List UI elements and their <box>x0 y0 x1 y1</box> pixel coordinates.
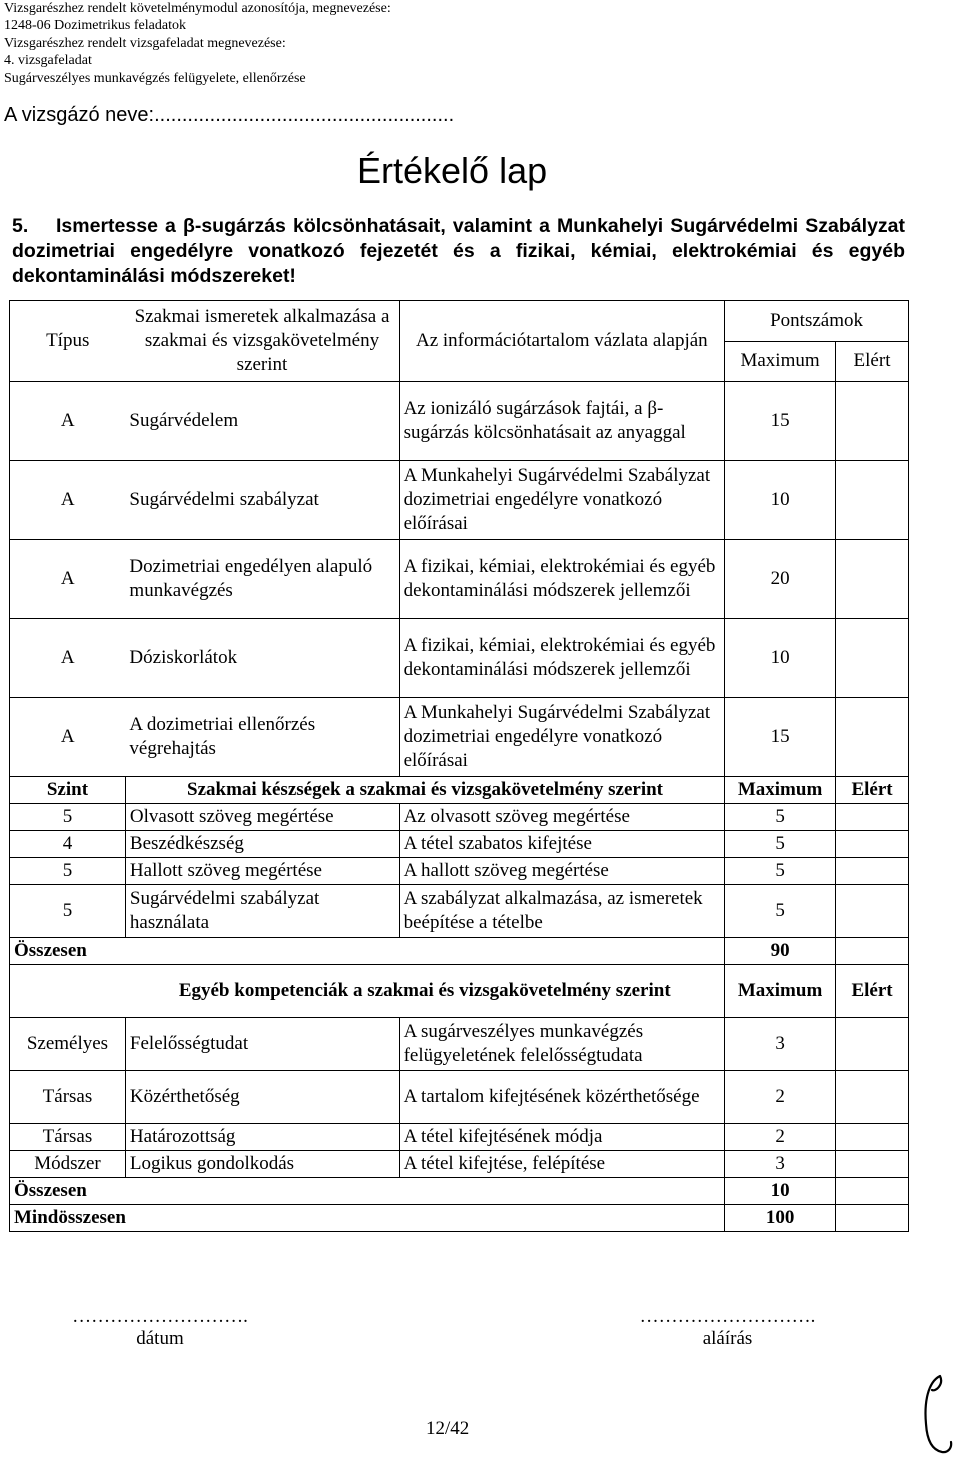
row-achieved-cell[interactable] <box>836 1018 909 1071</box>
row-max: 10 <box>725 619 836 698</box>
row-achieved-cell[interactable] <box>836 831 909 858</box>
row-max: 3 <box>725 1018 836 1071</box>
row-content: A tétel szabatos kifejtése <box>399 831 725 858</box>
table-row <box>10 382 909 461</box>
row-achieved-cell[interactable] <box>836 858 909 885</box>
subtotal-row <box>10 1178 909 1205</box>
row-achieved-cell[interactable] <box>836 619 909 698</box>
subtotal-row <box>10 938 909 965</box>
row-content: A fizikai, kémiai, elektrokémiai és egyéb dekontaminálási módszerek jellemzői <box>399 619 725 698</box>
header-line: Vizsgarészhez rendelt vizsgafeladat megnevezése: <box>4 35 286 51</box>
table-row <box>10 1124 909 1151</box>
row-type: A <box>10 540 126 619</box>
row-skill: Logikus gondolkodás <box>125 1151 399 1178</box>
row-content: Az ionizáló sugárzások fajtái, a β-sugárzás kölcsönhatásait az anyaggal <box>399 382 725 461</box>
row-max: 5 <box>725 804 836 831</box>
row-content: A tartalom kifejtésének közérthetősége <box>399 1071 725 1124</box>
row-skill: Olvasott szöveg megértése <box>125 804 399 831</box>
subtotal-label: Összesen <box>10 938 725 965</box>
subtotal-label: Összesen <box>10 1178 725 1205</box>
signature-dots: ………………………. <box>639 1306 816 1327</box>
header-line: 1248-06 Dozimetrikus feladatok <box>4 18 186 34</box>
row-max: 2 <box>725 1071 836 1124</box>
handwritten-signature-icon <box>918 1372 956 1456</box>
row-achieved-cell[interactable] <box>836 698 909 777</box>
row-content: A hallott szöveg megértése <box>399 858 725 885</box>
row-max: 5 <box>725 885 836 938</box>
table-row <box>10 1151 909 1178</box>
col-header-level: Szint <box>10 777 126 804</box>
signature-label: aláírás <box>702 1328 753 1349</box>
row-achieved-cell[interactable] <box>836 540 909 619</box>
row-max: 15 <box>725 382 836 461</box>
col-header-points: Pontszámok <box>725 301 909 342</box>
header-line: Sugárveszélyes munkavégzés felügyelete, ellenőrzése <box>4 70 306 86</box>
row-content: A szabályzat alkalmazása, az ismeretek beépítése a tételbe <box>399 885 725 938</box>
col-header-max: Maximum <box>725 777 836 804</box>
grand-total-label: Mindösszesen <box>10 1205 725 1232</box>
table-row <box>10 858 909 885</box>
task-statement <box>12 214 905 289</box>
competencies-header-row <box>10 965 909 1018</box>
col-header-achieved: Elért <box>836 777 909 804</box>
table-row <box>10 698 909 777</box>
row-achieved-cell[interactable] <box>836 461 909 540</box>
row-max: 3 <box>725 1151 836 1178</box>
task-text: Ismertesse a β-sugárzás kölcsönhatásait, valamint a Munkahelyi Sugárvédelmi Szabályzat dozimetriai engedélyre vonatkozó fejezetét és a fizikai, kémiai, elektrokémiai és egyéb dekontaminálási módszereket! <box>12 215 905 287</box>
page-number: 12/42 <box>426 1418 470 1439</box>
table-row <box>10 540 909 619</box>
header-line: 4. vizsgafeladat <box>4 53 92 69</box>
table-row <box>10 885 909 938</box>
row-achieved-cell[interactable] <box>836 804 909 831</box>
row-type: Módszer <box>10 1151 126 1178</box>
row-skill: Beszédkészség <box>125 831 399 858</box>
grand-total-row <box>10 1205 909 1232</box>
row-content: A sugárveszélyes munkavégzés felügyeletének felelősségtudata <box>399 1018 725 1071</box>
table-row <box>10 461 909 540</box>
date-field <box>60 1306 260 1350</box>
row-max: 20 <box>725 540 836 619</box>
table-row <box>10 1071 909 1124</box>
row-max: 10 <box>725 461 836 540</box>
col-header-achieved: Elért <box>836 965 909 1018</box>
skills-header-row <box>10 777 909 804</box>
col-header-max: Maximum <box>725 341 836 382</box>
row-skill: Határozottság <box>125 1124 399 1151</box>
skills-section-title: Szakmai készségek a szakmai és vizsgakövetelmény szerint <box>125 777 724 804</box>
row-type: A <box>10 461 126 540</box>
row-level: 5 <box>10 804 126 831</box>
row-max: 5 <box>725 831 836 858</box>
header-line: Vizsgarészhez rendelt követelménymodul azonosítója, megnevezése: <box>4 1 391 16</box>
row-skill: Sugárvédelem <box>125 382 399 461</box>
col-header-max: Maximum <box>725 965 836 1018</box>
examinee-name-line: A vizsgázó neve:...................................................... <box>4 104 455 126</box>
grand-total-achieved-cell[interactable] <box>836 1205 909 1232</box>
row-skill: Felelősségtudat <box>125 1018 399 1071</box>
row-achieved-cell[interactable] <box>836 1124 909 1151</box>
subtotal-value: 10 <box>725 1178 836 1205</box>
subtotal-value: 90 <box>725 938 836 965</box>
row-skill: Közérthetőség <box>125 1071 399 1124</box>
row-max: 15 <box>725 698 836 777</box>
row-type: A <box>10 382 126 461</box>
signature-field <box>600 1306 855 1350</box>
row-type: A <box>10 619 126 698</box>
row-type: Társas <box>10 1071 126 1124</box>
row-content: A tétel kifejtésének módja <box>399 1124 725 1151</box>
date-dots: ………………………. <box>72 1306 248 1327</box>
row-skill: A dozimetriai ellenőrzés végrehajtás <box>125 698 399 777</box>
task-number: 5. <box>12 215 29 237</box>
row-achieved-cell[interactable] <box>836 1151 909 1178</box>
row-achieved-cell[interactable] <box>836 382 909 461</box>
col-header-type: Típus <box>10 301 126 382</box>
row-level: 5 <box>10 858 126 885</box>
row-type: Személyes <box>10 1018 126 1071</box>
col-header-knowledge: Szakmai ismeretek alkalmazása a szakmai és vizsgakövetelmény szerint <box>125 301 399 382</box>
evaluation-table <box>9 300 909 1232</box>
row-skill: Hallott szöveg megértése <box>125 858 399 885</box>
row-max: 5 <box>725 858 836 885</box>
row-content: A Munkahelyi Sugárvédelmi Szabályzat dozimetriai engedélyre vonatkozó előírásai <box>399 698 725 777</box>
row-achieved-cell[interactable] <box>836 1071 909 1124</box>
row-content: A Munkahelyi Sugárvédelmi Szabályzat dozimetriai engedélyre vonatkozó előírásai <box>399 461 725 540</box>
row-skill: Dóziskorlátok <box>125 619 399 698</box>
grand-total-value: 100 <box>725 1205 836 1232</box>
table-row <box>10 619 909 698</box>
subtotal-achieved-cell[interactable] <box>836 938 909 965</box>
date-label: dátum <box>136 1328 184 1349</box>
row-achieved-cell[interactable] <box>836 885 909 938</box>
row-level: 4 <box>10 831 126 858</box>
table-row <box>10 831 909 858</box>
subtotal-achieved-cell[interactable] <box>836 1178 909 1205</box>
col-header-outline: Az információtartalom vázlata alapján <box>399 301 725 382</box>
page-title: Értékelő lap <box>357 150 548 191</box>
row-type: A <box>10 698 126 777</box>
table-row <box>10 804 909 831</box>
row-level: 5 <box>10 885 126 938</box>
document-header <box>4 0 391 87</box>
row-skill: Sugárvédelmi szabályzat <box>125 461 399 540</box>
row-content: Az olvasott szöveg megértése <box>399 804 725 831</box>
competencies-section-title: Egyéb kompetenciák a szakmai és vizsgakövetelmény szerint <box>125 965 724 1018</box>
col-header-achieved: Elért <box>836 341 909 382</box>
row-skill: Sugárvédelmi szabályzat használata <box>125 885 399 938</box>
row-max: 2 <box>725 1124 836 1151</box>
row-type: Társas <box>10 1124 126 1151</box>
row-content: A tétel kifejtése, felépítése <box>399 1151 725 1178</box>
row-content: A fizikai, kémiai, elektrokémiai és egyéb dekontaminálási módszerek jellemzői <box>399 540 725 619</box>
row-skill: Dozimetriai engedélyen alapuló munkavégzés <box>125 540 399 619</box>
table-row <box>10 1018 909 1071</box>
